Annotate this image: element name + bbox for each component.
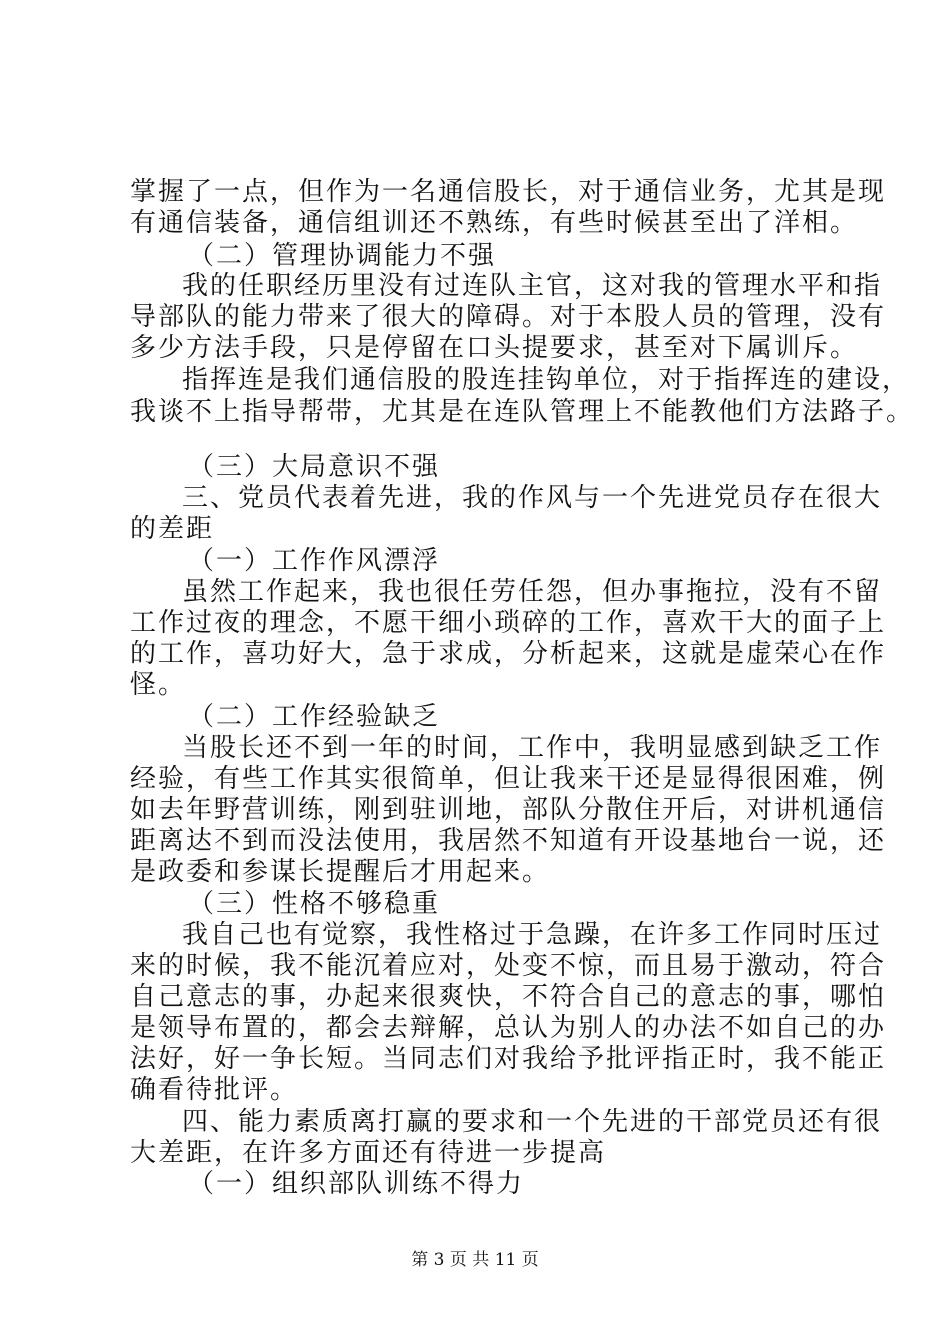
section-heading: （二）管理协调能力不强	[188, 241, 497, 271]
text-line: 是领导布置的，都会去辩解，总认为别人的办法不如自己的办	[130, 1013, 887, 1043]
text-line: 我谈不上指导帮带，尤其是在连队管理上不能教他们方法路子。	[130, 397, 915, 427]
text-line: 确看待批评。	[130, 1075, 299, 1105]
text-line: 我自己也有觉察，我性格过于急躁，在许多工作同时压过	[182, 920, 883, 950]
text-line: 三、党员代表着先进，我的作风与一个先进党员存在很大	[182, 483, 883, 513]
text-line: 怪。	[130, 670, 187, 700]
text-line: 的差距	[130, 514, 215, 544]
section-heading: （三）大局意识不强	[188, 452, 441, 482]
text-line: 大差距，在许多方面还有待进一步提高	[130, 1138, 607, 1168]
text-line: 工作过夜的理念，不愿干细小琐碎的工作，喜欢干大的面子上	[130, 608, 887, 638]
text-line: 法好，好一争长短。当同志们对我给予批评指正时，我不能正	[130, 1044, 887, 1074]
text-line: 来的时候，我不能沉着应对，处变不惊，而且易于激动，符合	[130, 951, 887, 981]
text-line: 导部队的能力带来了很大的障碍。对于本股人员的管理，没有	[130, 302, 887, 332]
text-line: 我的任职经历里没有过连队主官，这对我的管理水平和指	[182, 271, 883, 301]
page-footer: 第 3 页 共 11 页	[411, 1250, 539, 1270]
text-line: 当股长还不到一年的时间，工作中，我明显感到缺乏工作	[182, 733, 883, 763]
text-line: 自己意志的事，办起来很爽快，不符合自己的意志的事，哪怕	[130, 982, 887, 1012]
section-heading: （一）工作作风漂浮	[188, 546, 441, 576]
text-line: 掌握了一点，但作为一名通信股长，对于通信业务，尤其是现	[130, 177, 887, 207]
text-line: 四、能力素质离打赢的要求和一个先进的干部党员还有很	[182, 1107, 883, 1137]
text-line: 是政委和参谋长提醒后才用起来。	[130, 857, 551, 887]
section-heading: （二）工作经验缺乏	[188, 702, 441, 732]
text-line: 有通信装备，通信组训还不熟练，有些时候甚至出了洋相。	[130, 208, 859, 238]
text-line: 经验，有些工作其实很简单，但让我来干还是显得很困难，例	[130, 764, 887, 794]
text-line: 如去年野营训练，刚到驻训地，部队分散住开后，对讲机通信	[130, 795, 887, 825]
text-line: 距离达不到而没法使用，我居然不知道有开设基地台一说，还	[130, 826, 887, 856]
text-line: 的工作，喜功好大，急于求成，分析起来，这就是虚荣心在作	[130, 639, 887, 669]
text-line: 多少方法手段，只是停留在口头提要求，甚至对下属训斥。	[130, 333, 859, 363]
section-heading: （三）性格不够稳重	[188, 889, 441, 919]
section-heading: （一）组织部队训练不得力	[188, 1169, 525, 1199]
text-line: 虽然工作起来，我也很任劳任怨，但办事拖拉，没有不留	[182, 577, 883, 607]
text-line: 指挥连是我们通信股的股连挂钩单位，对于指挥连的建设，	[182, 365, 911, 395]
